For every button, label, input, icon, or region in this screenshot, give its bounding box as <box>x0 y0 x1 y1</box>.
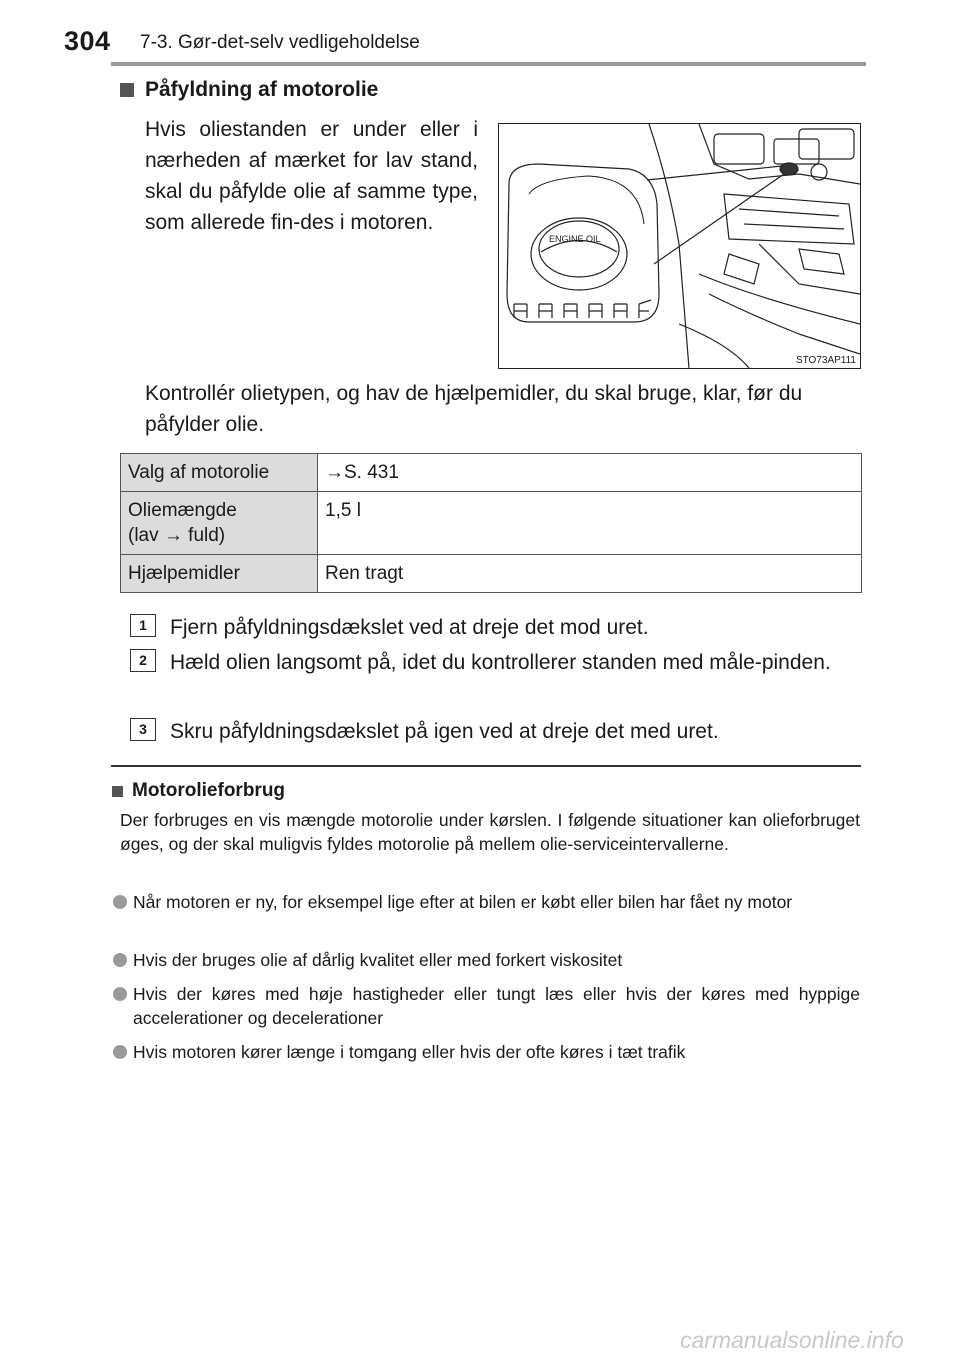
step-text: Fjern påfyldningsdækslet ved at dreje det mod uret. <box>170 616 649 639</box>
section-title: Påfyldning af motorolie <box>145 78 379 101</box>
table-value-cell: Ren tragt <box>318 555 862 593</box>
figure-code: STO73AP111 <box>795 355 856 366</box>
bullet-dot-icon <box>113 987 127 1001</box>
table-row <box>121 492 862 555</box>
note-heading <box>112 780 285 802</box>
step-text: Skru påfyldningsdækslet på igen ved at dreje det med uret. <box>170 720 719 743</box>
list-item-text: Når motoren er ny, for eksempel lige efter at bilen er købt eller bilen har fået ny motor <box>133 892 793 912</box>
list-item <box>113 948 860 972</box>
note-divider <box>111 765 861 767</box>
bullet-dot-icon <box>113 953 127 967</box>
step-item <box>130 612 857 643</box>
step-number-badge: 1 <box>130 614 156 637</box>
engine-bay-drawing <box>499 124 860 368</box>
table-value-cell: →S. 431 <box>318 454 862 492</box>
list-item-text: Hvis motoren kører længe i tomgang eller hvis der ofte køres i tæt trafik <box>133 1042 686 1062</box>
table-label-cell: Valg af motorolie <box>121 454 318 492</box>
note-title: Motorolieforbrug <box>132 780 286 801</box>
table-label-cell: Oliemængde (lav → fuld) <box>121 492 318 555</box>
table-label-cell: Hjælpemidler <box>121 555 318 593</box>
table-row <box>121 555 862 593</box>
list-item <box>113 1040 860 1064</box>
page-number: 304 <box>64 26 111 56</box>
step-number-badge: 2 <box>130 649 156 672</box>
cap-label: ENGINE OIL <box>549 234 601 244</box>
check-paragraph: Kontrollér olietypen, og hav de hjælpemidler, du skal bruge, klar, før du påfylder olie. <box>145 382 803 436</box>
list-item-text: Hvis der bruges olie af dårlig kvalitet eller med forkert viskositet <box>133 950 623 970</box>
step-text: Hæld olien langsomt på, idet du kontrollerer standen med måle-pinden. <box>170 651 831 674</box>
note-paragraph: Der forbruges en vis mængde motorolie under kørslen. I følgende situationer kan olieforbruget øges, og der skal muligvis fyldes motorolie på mellem olie-serviceintervallerne. <box>120 810 860 854</box>
square-bullet-icon <box>120 83 134 97</box>
section-heading <box>120 78 378 102</box>
step-item <box>130 716 857 747</box>
oil-cap-illustration <box>498 123 861 369</box>
header-divider <box>111 62 866 66</box>
step-item <box>130 647 857 678</box>
bullet-dot-icon <box>113 895 127 909</box>
watermark: carmanualsonline.info <box>680 1327 904 1353</box>
table-row <box>121 454 862 492</box>
list-item <box>113 982 860 1030</box>
oil-spec-table <box>120 453 862 593</box>
bullet-dot-icon <box>113 1045 127 1059</box>
chapter-title: 7-3. Gør-det-selv vedligeholdelse <box>140 32 420 53</box>
list-item-text: Hvis der køres med høje hastigheder eller tungt læs eller hvis der køres med hyppige accelerationer og decelerationer <box>133 984 860 1028</box>
step-number-badge: 3 <box>130 718 156 741</box>
table-value-cell: 1,5 l <box>318 492 862 555</box>
intro-paragraph: Hvis oliestanden er under eller i nærheden af mærket for lav stand, skal du påfylde olie af samme type, som allerede fin-des i motoren. <box>145 118 478 234</box>
square-bullet-icon <box>112 786 123 797</box>
list-item <box>113 890 860 914</box>
